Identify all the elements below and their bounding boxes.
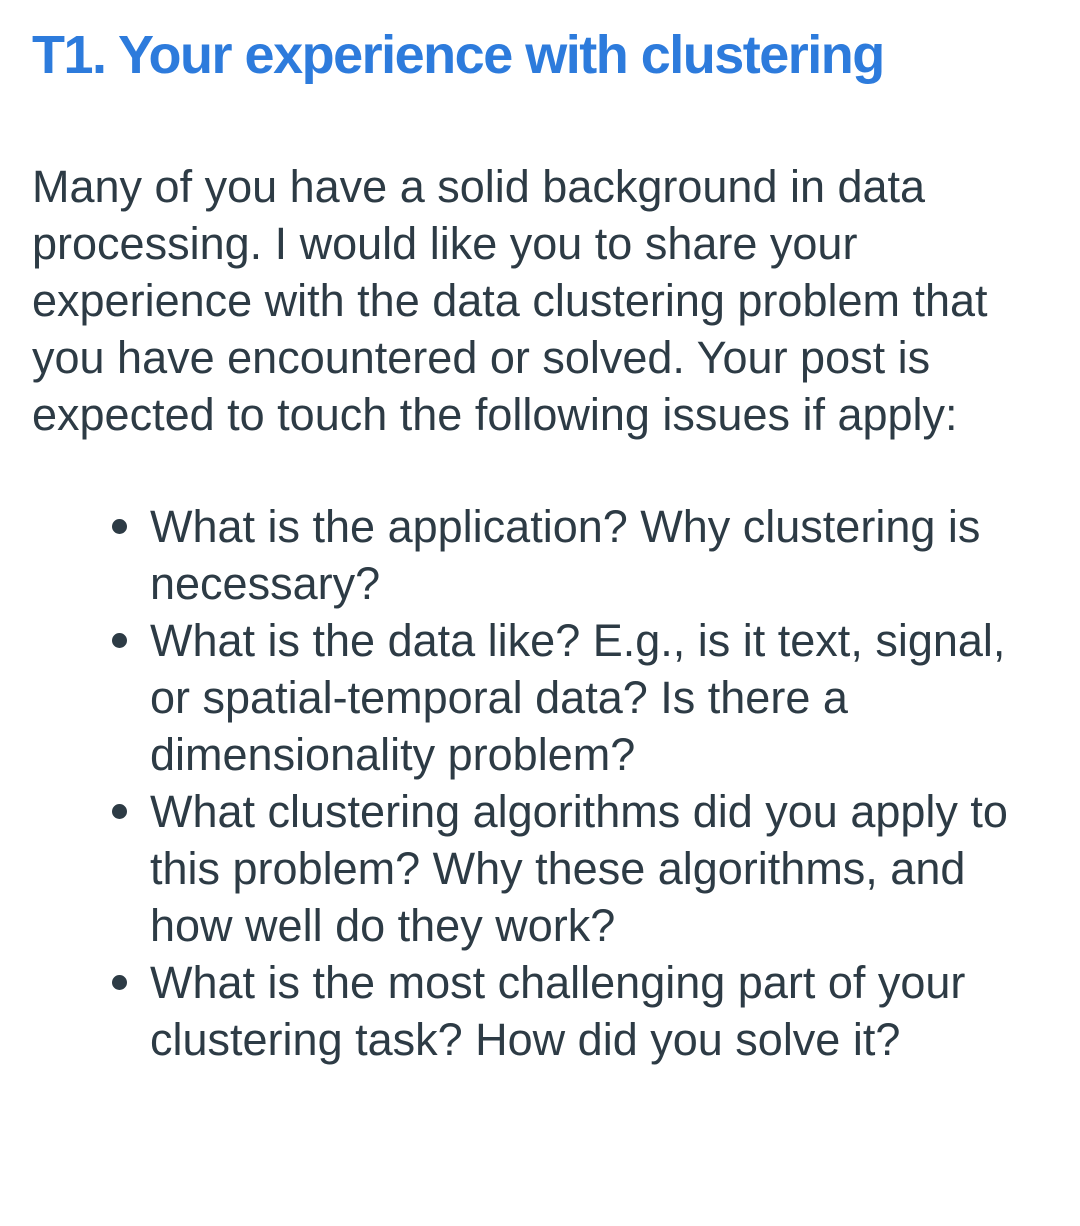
bullet-icon bbox=[112, 804, 127, 819]
list-item bbox=[150, 954, 1050, 1068]
issue-text: What is the application? Why clustering is necessary? bbox=[150, 501, 981, 609]
intro-paragraph: Many of you have a solid background in data processing. I would like you to share your experience with the data clustering problem that you have encountered or solved. Your post is expected to touch the following issues if apply: bbox=[32, 161, 988, 440]
page-title: T1. Your experience with clustering bbox=[32, 25, 884, 85]
issue-text: What is the most challenging part of your clustering task? How did you solve it? bbox=[150, 957, 966, 1065]
bullet-icon bbox=[112, 975, 127, 990]
list-item bbox=[150, 612, 1050, 783]
list-item bbox=[150, 783, 1050, 954]
bullet-icon bbox=[112, 519, 127, 534]
issue-text: What is the data like? E.g., is it text, signal, or spatial-temporal data? Is there a dimensionality problem? bbox=[150, 615, 1006, 780]
bullet-icon bbox=[112, 633, 127, 648]
issues-list bbox=[32, 498, 1050, 1068]
list-item bbox=[150, 498, 1050, 612]
issue-text: What clustering algorithms did you apply to this problem? Why these algorithms, and how well do they work? bbox=[150, 786, 1008, 951]
